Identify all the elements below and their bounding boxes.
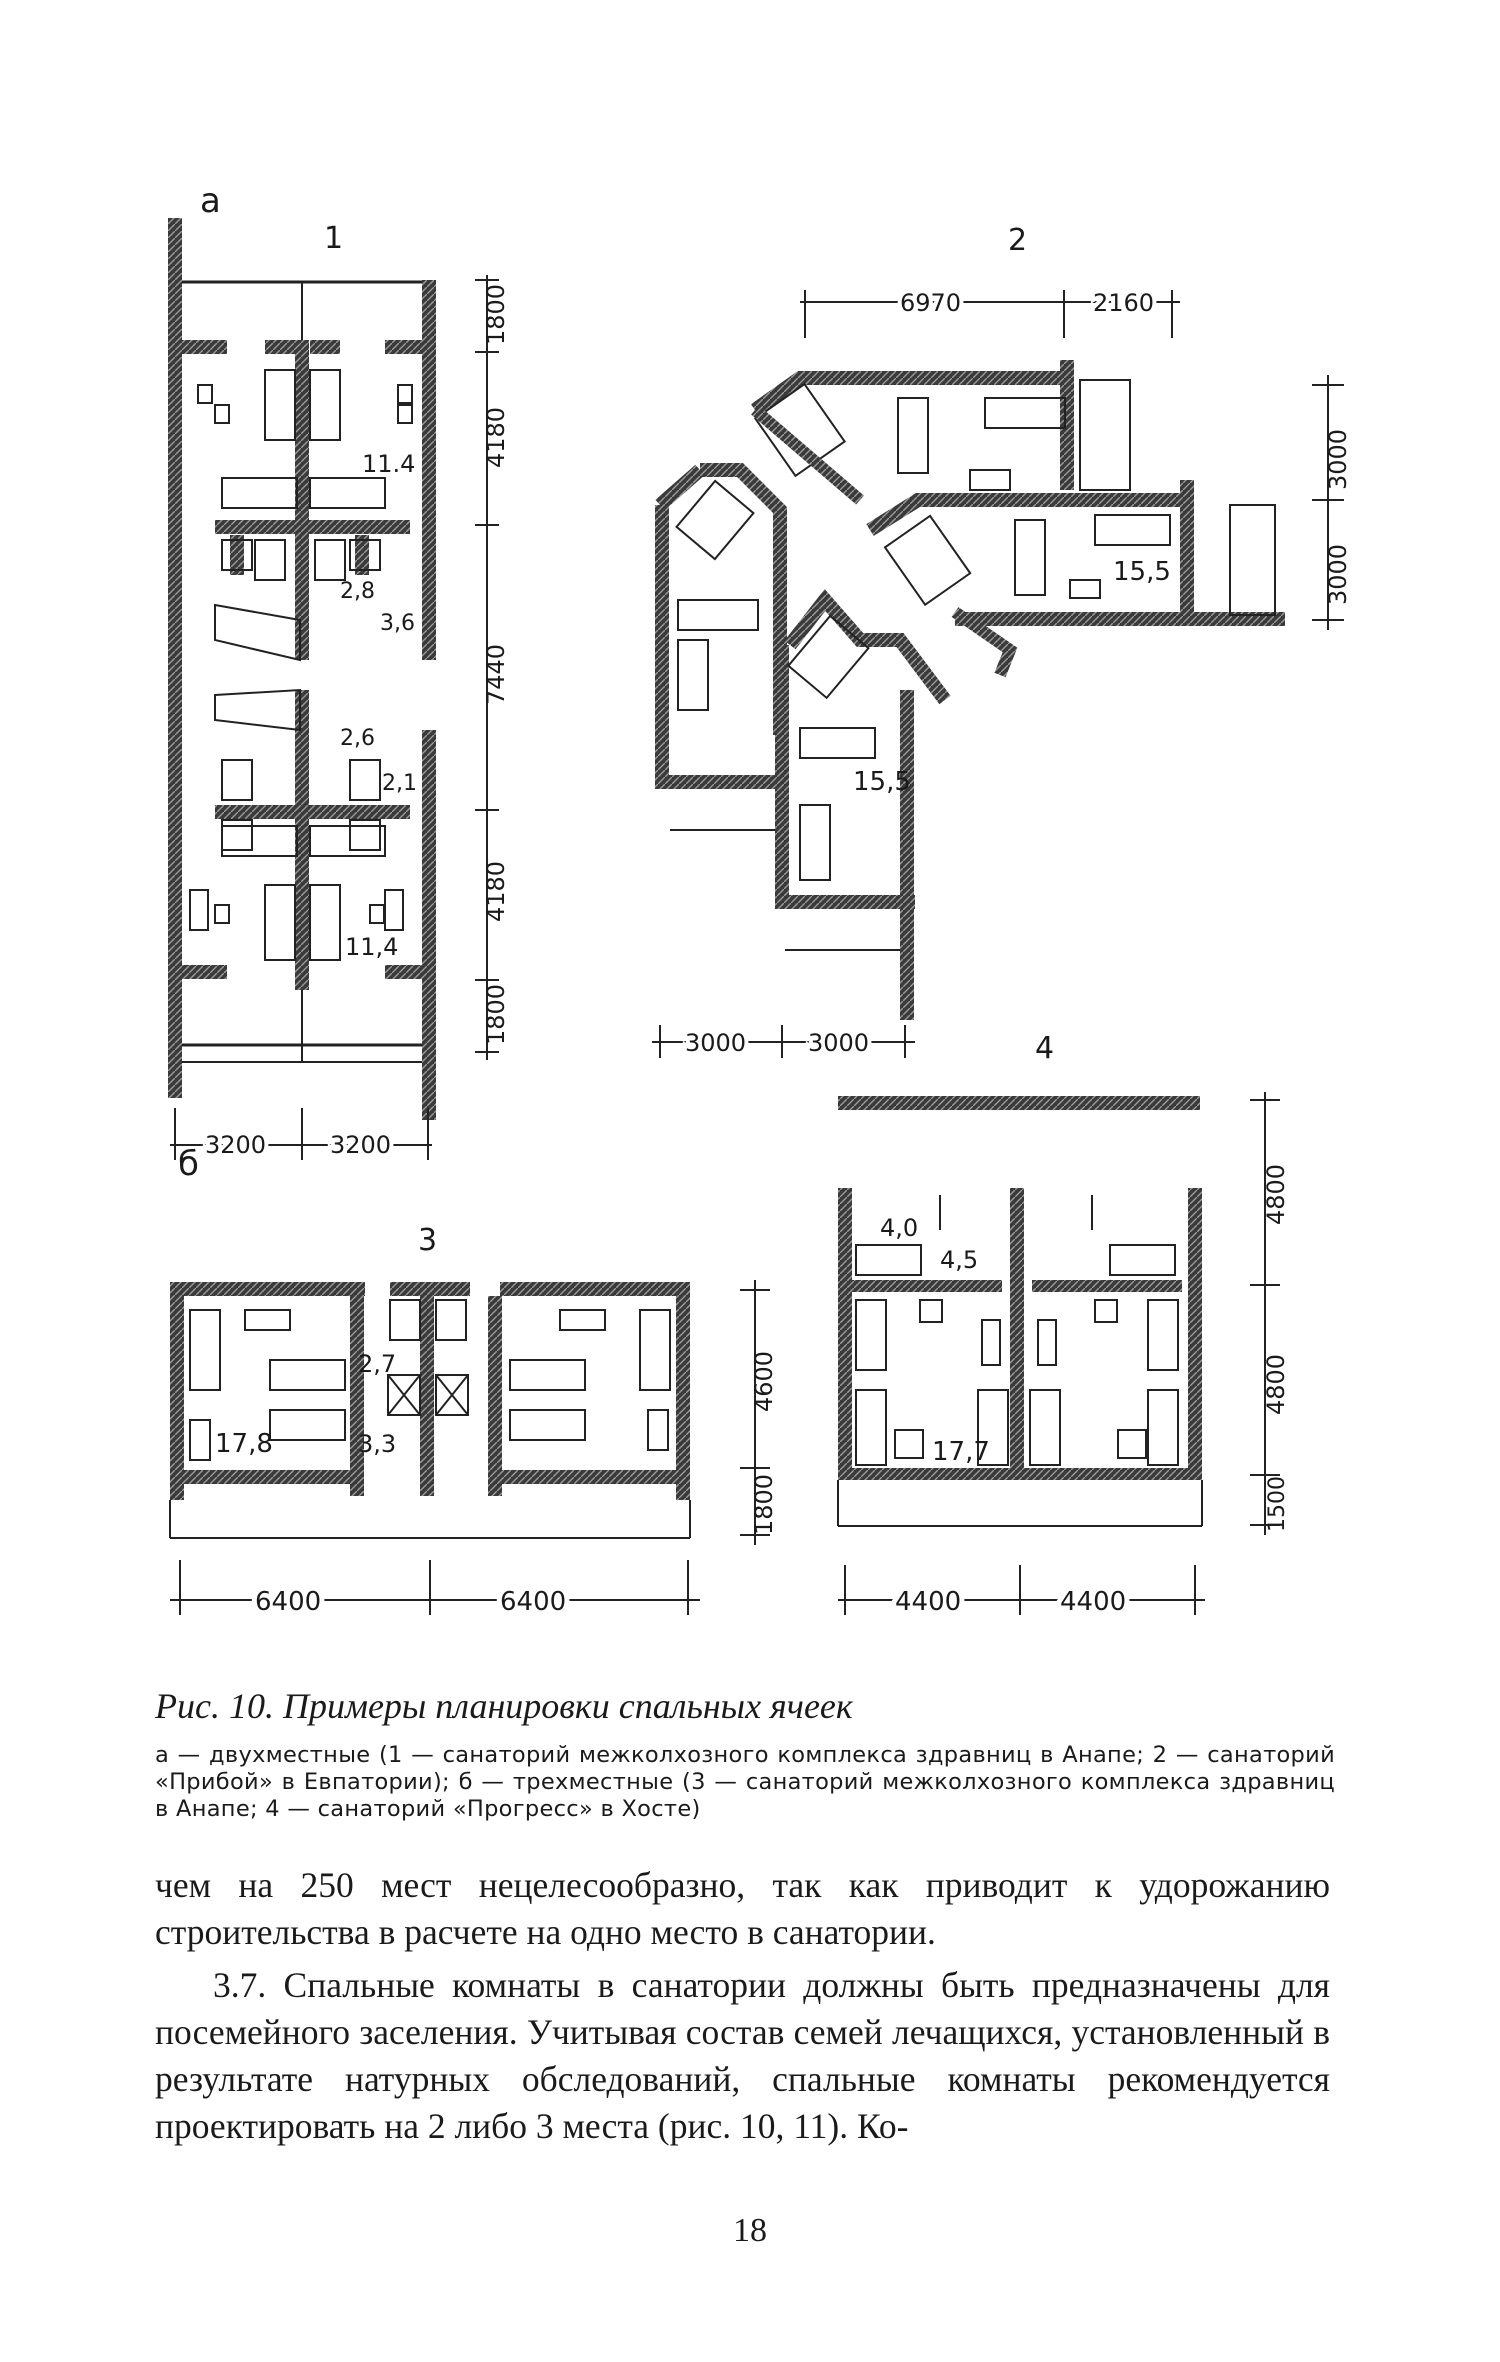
plan-3-area-wc: 3,3 [358, 1430, 397, 1458]
plan-3-area-bath: 2,7 [358, 1350, 397, 1378]
plan-4-number: 4 [1035, 1031, 1055, 1066]
group-b-label: б [178, 1144, 199, 1184]
plan-2-dim-top-2: 2160 [1093, 289, 1155, 317]
plan-4-dim-h-2: 4400 [1060, 1587, 1127, 1617]
plan-1-dim-v-3: 7440 [482, 643, 510, 705]
plan-3-dim-h-2: 6400 [500, 1587, 567, 1617]
plan-2-dim-right-2: 3000 [1324, 543, 1352, 605]
plan-4-area-bath: 4,0 [880, 1214, 919, 1242]
plan-1-area-wc-bottom: 2,1 [382, 771, 417, 796]
plan-4-dim-v-2: 4800 [1262, 1353, 1290, 1415]
plan-1-dim-v-1: 1800 [482, 283, 510, 345]
plan-1-number: 1 [324, 221, 344, 256]
plan-1-dim-h-1: 3200 [205, 1131, 267, 1159]
plan-1 [168, 218, 510, 1160]
plan-1-dim-v-5: 1800 [482, 983, 510, 1045]
plan-1-area-bath-bottom: 2,6 [340, 726, 375, 751]
plan-4 [838, 1031, 1290, 1617]
figure-caption-note: а — двухместные (1 — санаторий межколхозного комплекса здравниц в Анапе; 2 — санаторий «Прибой» в Евпатории); б — трехместные (3 — санаторий межколхозного комплекса здравниц в Анапе; 4 — санаторий «Прогресс» в Хосте) [155, 1742, 1335, 1822]
plan-2-dim-bottom-2: 3000 [808, 1029, 870, 1057]
plan-4-area-wc: 4,5 [940, 1246, 979, 1274]
plan-1-area-room-bottom: 11,4 [345, 933, 399, 961]
plan-2-dim-top-1: 6970 [900, 289, 962, 317]
plan-2-area-room-lower: 15,5 [853, 767, 911, 797]
plan-3-dim-v-2: 1800 [750, 1473, 778, 1535]
group-a-label: а [200, 181, 221, 221]
plan-4-dim-v-3: 1500 [1265, 1476, 1290, 1532]
plan-1-area-bath-top: 2,8 [340, 579, 375, 604]
plan-1-dim-v-4: 4180 [482, 860, 510, 922]
plan-2-number: 2 [1008, 223, 1028, 258]
figure-caption-title: Рис. 10. Примеры планировки спальных ячеек [155, 1686, 853, 1726]
plan-3-dim-h-1: 6400 [255, 1587, 322, 1617]
plan-3-area-room: 17,8 [215, 1429, 273, 1459]
plan-1-dim-h-2: 3200 [330, 1131, 392, 1159]
plan-1-area-room-top: 11.4 [362, 450, 416, 478]
plan-2 [652, 223, 1352, 1058]
plan-2-dim-bottom-1: 3000 [685, 1029, 747, 1057]
plan-3-dim-v-1: 4600 [750, 1350, 778, 1412]
plan-3 [170, 1223, 778, 1617]
page-number: 18 [733, 2212, 767, 2249]
body-paragraph-1: чем на 250 мест нецелесообразно, так как приводит к удорожанию строительства в расчете на одно место в санатории. [155, 1865, 1330, 1952]
plan-4-dim-h-1: 4400 [895, 1587, 962, 1617]
body-paragraph-2: 3.7. Спальные комнаты в санатории должны быть предназначены для посемейного заселения. Учитывая состав семей лечащихся, установленный в результате натурных обследований, спальные комнаты рекомендуется проектировать на 2 либо 3 места (рис. 10, 11). Ко- [155, 1965, 1330, 2146]
plan-1-dim-v-2: 4180 [482, 406, 510, 468]
plan-2-area-room-upper: 15,5 [1113, 557, 1171, 587]
plan-4-dim-v-1: 4800 [1262, 1163, 1290, 1225]
plan-3-number: 3 [418, 1223, 438, 1258]
plan-1-area-wc-top: 3,6 [380, 611, 415, 636]
plan-2-dim-right-1: 3000 [1324, 428, 1352, 490]
plan-4-area-room: 17,7 [932, 1437, 990, 1467]
